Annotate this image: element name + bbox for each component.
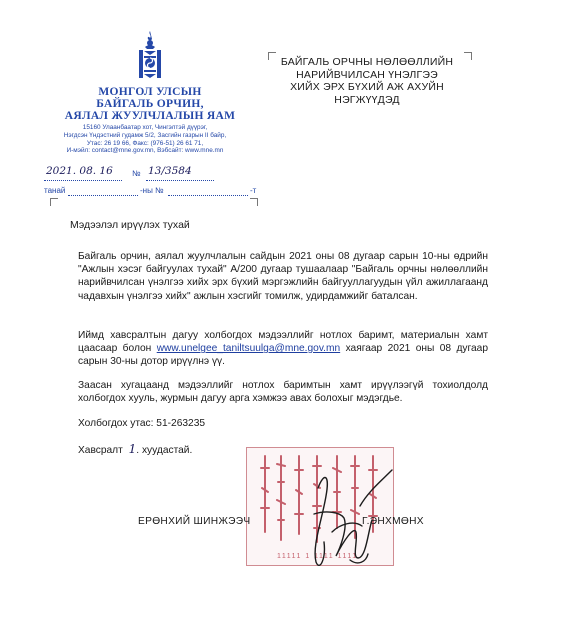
ministry-name [60, 86, 240, 122]
recipient-line: ХИЙХ ЭРХ БҮХИЙ АЖ АХУЙН [290, 81, 444, 93]
submission-email-link[interactable]: www.unelgee_taniltsuulga@mne.gov.mn [156, 343, 341, 355]
ministry-name-line: БАЙГАЛЬ ОРЧИН, [96, 98, 204, 110]
address-line: Утас: 26 19 66, Факс: (976-51) 26 61 71, [86, 139, 204, 147]
address-line: Нэгдсэн Үндэстний гудамж 5/2, Засгийн газрын II байр, [63, 131, 227, 139]
ref-date-field [68, 185, 138, 196]
date-handwritten: 2021. 08. 16 [46, 165, 113, 177]
address-line: 15160 Улаанбаатар хот, Чингэлтэй дүүрэг, [82, 124, 208, 131]
attachment-suffix: . хуудастай. [136, 445, 193, 456]
attachment-count-handwritten: 1 [128, 442, 137, 456]
address-line: И-мэйл: contact@mne.gov.mn, Вэбсайт: www.mne.mn [66, 147, 224, 155]
corner-mark [50, 198, 58, 206]
body-paragraph-2 [78, 329, 488, 369]
soyombo-emblem-icon [137, 30, 163, 82]
signatory-name: Г.ЭНХМӨНХ [362, 516, 424, 527]
registration-block [44, 164, 260, 204]
attachment-label: Хавсралт [78, 445, 123, 456]
ref-t-label: -т [250, 186, 257, 195]
recipient-line: БАЙГАЛЬ ОРЧНЫ НӨЛӨӨЛЛИЙН [280, 56, 454, 68]
body-paragraph-3 [78, 379, 488, 405]
ref-tanai-label: танай [44, 186, 66, 195]
ministry-address [40, 124, 250, 155]
number-field [146, 164, 214, 181]
corner-mark [250, 198, 258, 206]
recipient-block [268, 56, 466, 106]
paragraph-text: хаягаар 2021 оны 08 дугаар сарын 30-ны дотор ирүүлнэ үү. [78, 343, 488, 368]
svg-text:11111 1 1111 1111: 11111 1 1111 1111 [277, 553, 358, 560]
ref-number-field [168, 185, 248, 196]
signatory-title: ЕРӨНХИЙ ШИНЖЭЭЧ [138, 516, 251, 527]
date-field [44, 164, 122, 181]
body-paragraph-1 [78, 250, 488, 303]
paragraph-text: Иймд хавсралтын дагуу холбогдох мэдээллийг нотлох баримт, материалын хамт цаасаар болон [78, 330, 488, 355]
number-handwritten: 13/3584 [148, 165, 192, 177]
recipient-line: НАРИЙВЧИЛСАН ҮНЭЛГЭЭ [296, 68, 438, 81]
contact-phone: Холбогдох утас: 51-263235 [78, 418, 206, 429]
number-label: № [132, 169, 141, 178]
paragraph-text: Байгаль орчин, аялал жуулчлалын сайдын 2021 оны 08 дугаар сарын 10-ны өдрийн "Ажлын хэсэг байгуулах тухай" А/200 дугаар тушаалаар "Байгаль орчны нөлөөллийн нарийвчилсан үнэлгээ хийх эрх бүхий мэргэжлийн байгууллагуудын үйл ажиллагаанд чадавхын үнэлгээ хийх" ажлын хэсгийг томилж, удирдамжийг баталсан. [78, 251, 488, 302]
ministry-name-line: АЯЛАЛ ЖУУЛЧЛАЛЫН ЯАМ [64, 110, 236, 122]
ministry-name-line: МОНГОЛ УЛСЫН [98, 86, 202, 98]
letter-subject: Мэдээлэл ирүүлэх тухай [70, 219, 190, 231]
paragraph-text: Заасан хугацаанд мэдээллийг нотлох баримтын хамт ирүүлээгүй тохиолдолд холбогдох хууль, журмын дагуу арга хэмжээ авах болохыг мэдэгдье. [78, 380, 488, 405]
recipient-line: НЭГЖҮҮДЭД [334, 93, 400, 106]
attachment-note [78, 442, 192, 456]
ref-number-label: -ны № [140, 186, 164, 195]
